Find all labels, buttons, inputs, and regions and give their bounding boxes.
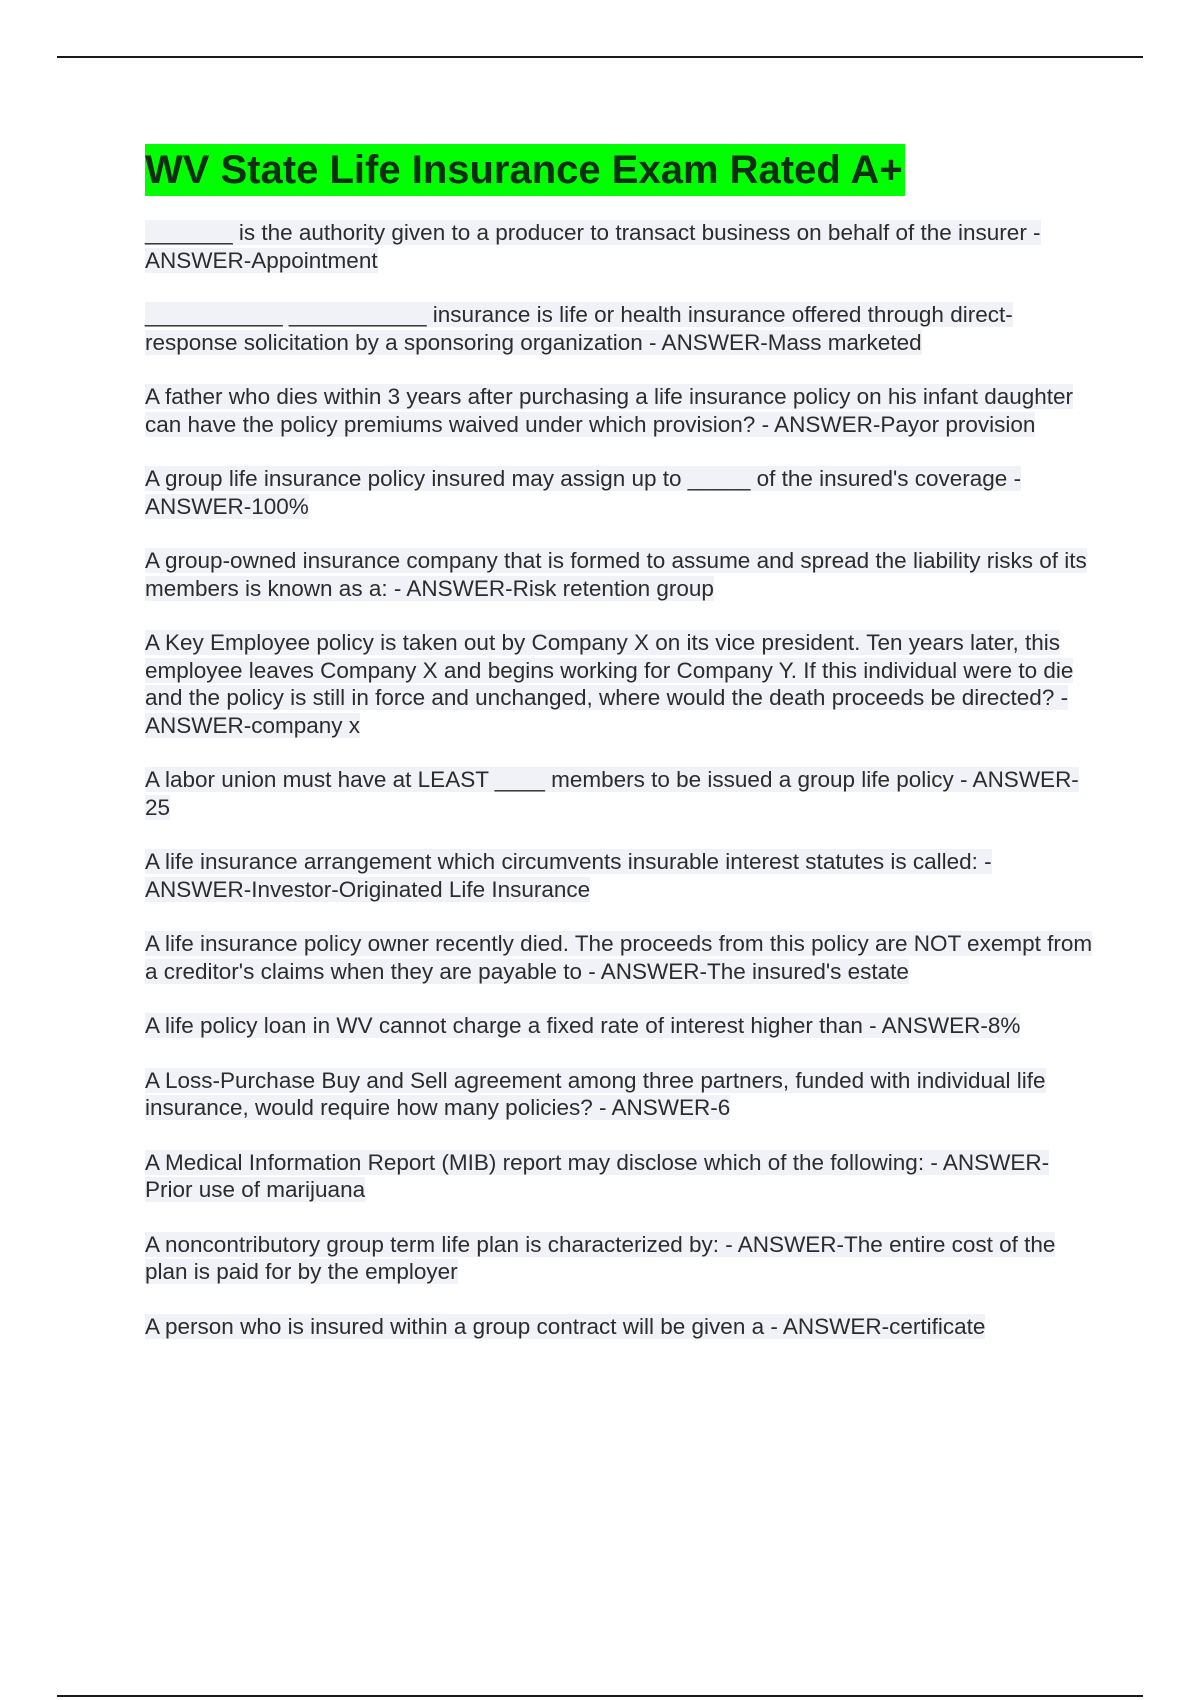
qa-text: ___________ ___________ insurance is life or health insurance offered through direct-response solicitation by a sponsoring organization - ANSWER-Mass marketed	[145, 302, 1013, 355]
qa-text: A labor union must have at LEAST ____ members to be issued a group life policy - ANSWER-25	[145, 767, 1079, 820]
qa-text: _______ is the authority given to a producer to transact business on behalf of the insurer - ANSWER-Appointment	[145, 220, 1041, 273]
qa-item	[145, 1231, 1095, 1286]
top-rule	[57, 56, 1143, 58]
qa-text: A Medical Information Report (MIB) report may disclose which of the following: - ANSWER-Prior use of marijuana	[145, 1149, 1050, 1202]
qa-item	[145, 848, 1095, 903]
qa-text: A life insurance policy owner recently died. The proceeds from this policy are NOT exempt from a creditor's claims when they are payable to - ANSWER-The insured's estate	[145, 931, 1093, 984]
qa-item	[145, 1149, 1095, 1204]
qa-text: A noncontributory group term life plan is characterized by: - ANSWER-The entire cost of the plan is paid for by the employer	[145, 1231, 1056, 1284]
qa-item	[145, 547, 1095, 602]
qa-text: A life policy loan in WV cannot charge a fixed rate of interest higher than - ANSWER-8%	[145, 1013, 1021, 1038]
qa-text: A Key Employee policy is taken out by Company X on its vice president. Ten years later, this employee leaves Company X and begins working for Company Y. If this individual were to die and the policy is still in force and unchanged, where would the death proceeds be directed? - ANSWER-company x	[145, 630, 1074, 738]
qa-item	[145, 629, 1095, 739]
qa-item	[145, 1012, 1095, 1040]
qa-item	[145, 766, 1095, 821]
document-body	[145, 144, 1095, 1367]
qa-text: A group life insurance policy insured may assign up to _____ of the insured's coverage - ANSWER-100%	[145, 466, 1022, 519]
qa-text: A group-owned insurance company that is formed to assume and spread the liability risks of its members is known as a: - ANSWER-Risk retention group	[145, 548, 1087, 601]
qa-item	[145, 383, 1095, 438]
qa-item	[145, 301, 1095, 356]
qa-item	[145, 1313, 1095, 1341]
qa-text: A Loss-Purchase Buy and Sell agreement among three partners, funded with individual life insurance, would require how many policies? - ANSWER-6	[145, 1067, 1046, 1120]
document-title: WV State Life Insurance Exam Rated A+	[145, 144, 905, 196]
qa-text: A life insurance arrangement which circumvents insurable interest statutes is called: - ANSWER-Investor-Originated Life Insurance	[145, 849, 992, 902]
question-list	[145, 219, 1095, 1340]
qa-item	[145, 465, 1095, 520]
qa-item	[145, 219, 1095, 274]
qa-text: A person who is insured within a group contract will be given a - ANSWER-certificate	[145, 1313, 986, 1339]
qa-text: A father who dies within 3 years after purchasing a life insurance policy on his infant daughter can have the policy premiums waived under which provision? - ANSWER-Payor provision	[145, 384, 1074, 437]
qa-item	[145, 930, 1095, 985]
bottom-rule	[57, 1695, 1143, 1697]
qa-item	[145, 1067, 1095, 1122]
